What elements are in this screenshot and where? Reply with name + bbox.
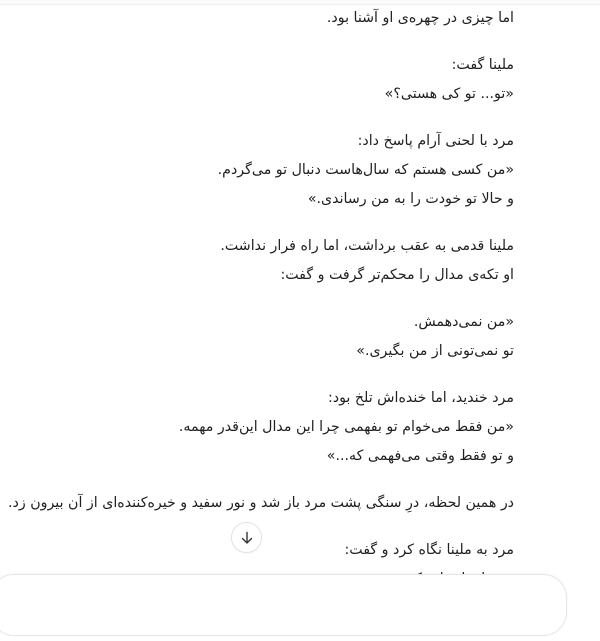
paragraph	[54, 4, 514, 33]
arrow-down-icon	[240, 531, 254, 545]
text-line: در همین لحظه، درِ سنگی پشت مرد باز شد و نور سفید و خیره‌کننده‌ای از آن بیرون زد.	[8, 495, 514, 511]
message-composer[interactable]	[0, 574, 567, 636]
text-line: مرد با لحنی آرام پاسخ داد:	[357, 133, 514, 149]
text-line: تو نمی‌تونی از من بگیری.»	[356, 343, 514, 359]
paragraph	[54, 127, 514, 214]
paragraph	[54, 51, 514, 109]
text-line: «من نمی‌دهمش.	[413, 314, 514, 330]
text-line: «من کسی هستم که سال‌هاست دنبال تو می‌گردم.	[217, 162, 514, 178]
text-line: و تو فقط وقتی می‌فهمی که...»	[326, 448, 514, 464]
scroll-to-bottom-button[interactable]	[231, 522, 262, 553]
chat-scroll-area[interactable]	[0, 4, 600, 582]
text-line: ملینا قدمی به عقب برداشت، اما راه فرار نداشت.	[220, 238, 514, 254]
text-line: مرد به ملینا نگاه کرد و گفت:	[344, 542, 514, 558]
paragraph	[54, 384, 514, 471]
assistant-message	[8, 4, 514, 641]
text-line: مرد خندید، اما خنده‌اش تلخ بود:	[327, 390, 514, 406]
paragraph	[54, 308, 514, 366]
text-line: ملینا گفت:	[451, 57, 514, 73]
text-line: «من فقط می‌خوام تو بفهمی چرا این مدال این‌قدر مهمه.	[178, 419, 514, 435]
paragraph	[54, 232, 514, 290]
text-line: «تو... تو کی هستی؟»	[384, 86, 514, 102]
text-line: و حالا تو خودت را به من رساندی.»	[307, 191, 514, 207]
paragraph	[8, 489, 514, 518]
text-line: اما چیزی در چهره‌ی او آشنا بود.	[326, 10, 514, 26]
text-line: او تکه‌ی مدال را محکم‌تر گرفت و گفت:	[280, 267, 514, 283]
